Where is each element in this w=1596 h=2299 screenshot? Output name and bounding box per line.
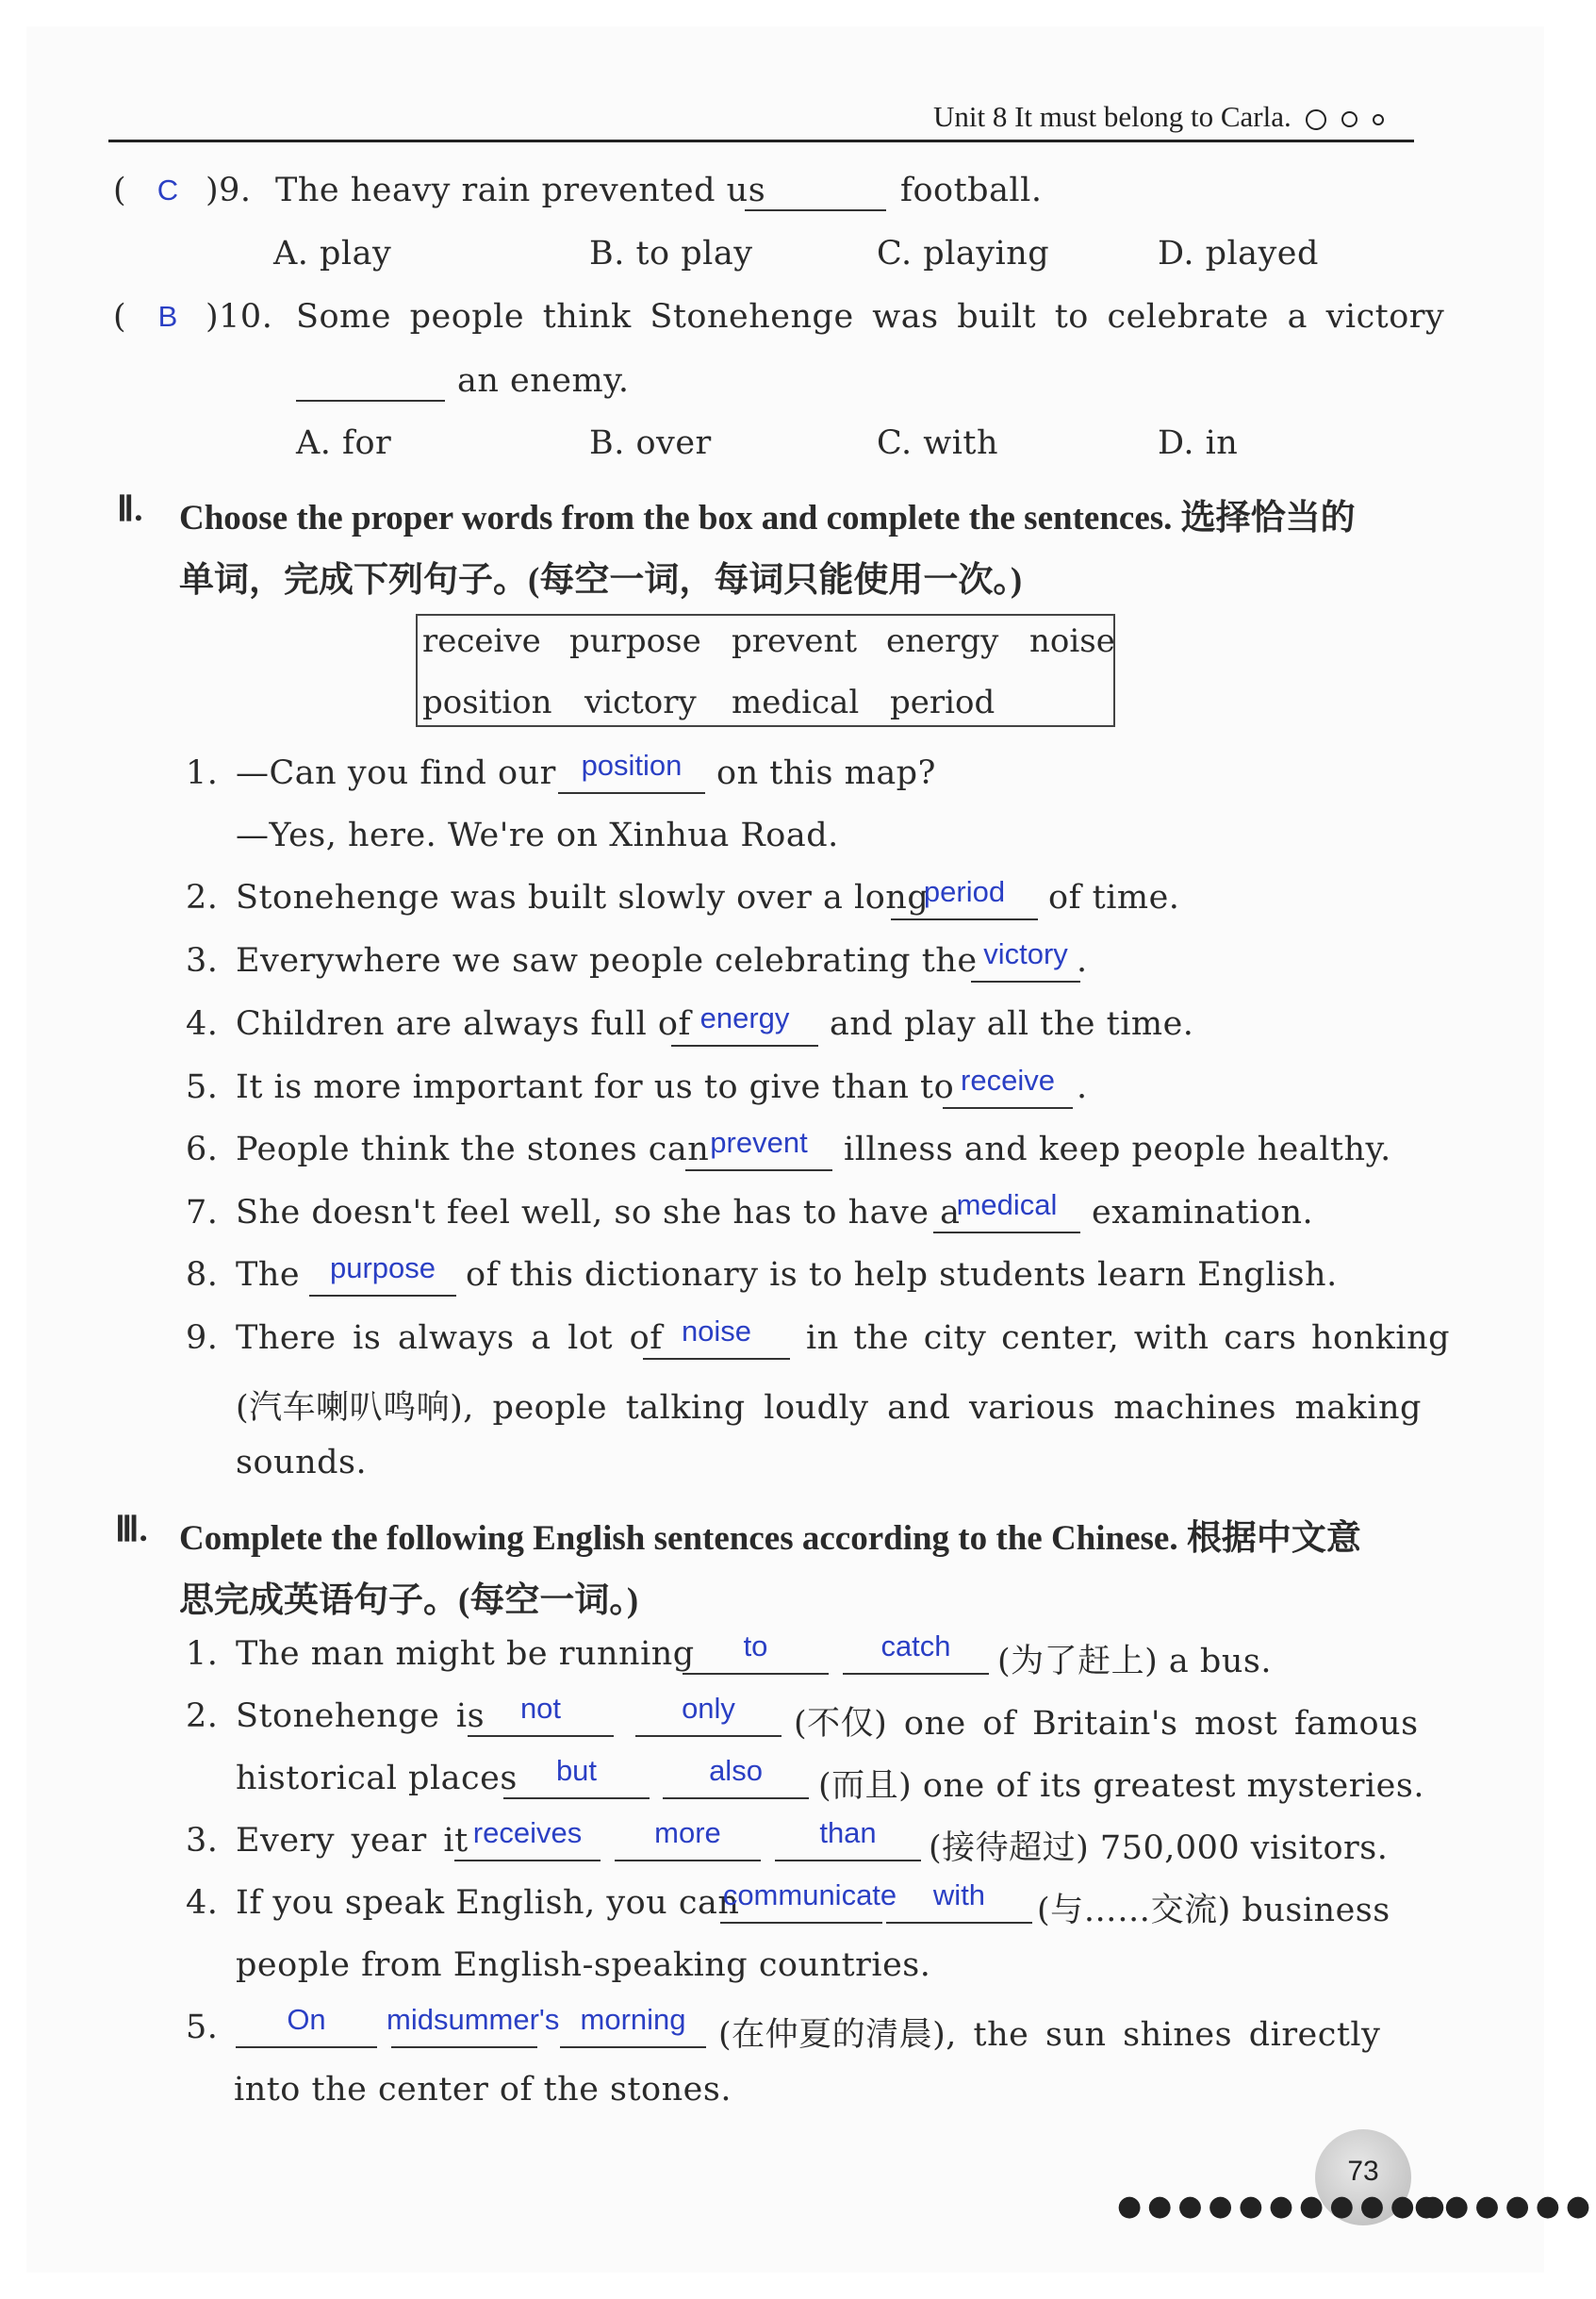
section-title-line2: 单词，完成下列句子。(每空一词，每词只能使用一次。) xyxy=(179,561,1023,600)
item-text: of time. xyxy=(1048,879,1180,917)
answer-text: with xyxy=(932,1878,986,1911)
answer-blank xyxy=(775,1860,921,1861)
item-number: 2. xyxy=(186,1697,219,1735)
answer-blank xyxy=(745,209,886,211)
item-number: 7. xyxy=(186,1194,219,1232)
item-number: 5. xyxy=(186,2009,219,2046)
item-text: (汽车喇叭鸣响), people talking loudly and various machines making xyxy=(236,1389,1422,1427)
answer-text: victory xyxy=(983,937,1068,970)
item-text: She doesn't feel well, so she has to have a xyxy=(236,1194,961,1232)
answer-text: than xyxy=(819,1816,877,1849)
item-number: 2. xyxy=(186,879,219,917)
item-number: 1. xyxy=(186,1635,219,1673)
answer-blank xyxy=(886,1922,1032,1924)
section-numeral: Ⅱ. xyxy=(117,490,143,529)
item-number: 5. xyxy=(186,1068,219,1106)
section-title: Complete the following English sentences according to the Chinese. 根据中文意 xyxy=(179,1519,1361,1558)
answer-blank xyxy=(971,981,1080,983)
header-title: Unit 8 It must belong to Carla. xyxy=(933,100,1292,133)
answer-blank xyxy=(503,1797,650,1799)
answer-blank xyxy=(468,1735,614,1737)
mc-option: D. in xyxy=(1158,424,1239,462)
item-text: . xyxy=(1077,1068,1088,1106)
mc-stem: The heavy rain prevented us xyxy=(275,172,766,209)
answer-blank xyxy=(615,1860,761,1861)
answer-text: purpose xyxy=(329,1251,436,1284)
header-rule xyxy=(108,140,1414,142)
mc-stem: Some people think Stonehenge was built to celebrate a victory xyxy=(296,298,1445,336)
item-text: It is more important for us to give than to xyxy=(236,1068,955,1106)
answer-blank xyxy=(933,1232,1080,1233)
word-box-item: medical xyxy=(732,684,860,721)
item-text: on this map? xyxy=(716,754,936,792)
answer-blank xyxy=(683,1673,829,1675)
answer-text: prevent xyxy=(710,1126,808,1159)
item-number: 8. xyxy=(186,1256,219,1294)
item-text: Every year it xyxy=(236,1822,469,1860)
answer-blank xyxy=(843,1673,989,1675)
item-text: The man might be running xyxy=(236,1635,695,1673)
answer-text: medical xyxy=(956,1188,1058,1221)
mc-option: A. play xyxy=(273,235,392,273)
item-text: There is always a lot of xyxy=(236,1319,663,1357)
answer-text: morning xyxy=(580,2003,686,2036)
answer-blank xyxy=(891,918,1038,920)
answer-text: noise xyxy=(681,1315,752,1348)
answer-text: but xyxy=(555,1754,598,1787)
item-text: historical places xyxy=(236,1760,518,1797)
mc-option: D. played xyxy=(1158,235,1319,273)
answer-blank xyxy=(643,1358,790,1360)
item-text: illness and keep people healthy. xyxy=(844,1131,1391,1168)
answer-text: receive xyxy=(961,1064,1055,1097)
mc-answer: B xyxy=(157,300,178,333)
answer-blank xyxy=(309,1295,456,1297)
answer-blank xyxy=(720,1922,882,1924)
answer-blank xyxy=(671,1045,818,1047)
mc-number: )10. xyxy=(206,298,273,336)
word-box-item: purpose xyxy=(569,622,701,660)
answer-text: catch xyxy=(880,1629,951,1662)
item-text: (与……交流) business xyxy=(1037,1892,1390,1929)
item-number: 4. xyxy=(186,1005,219,1043)
item-text: Stonehenge was built slowly over a long xyxy=(236,879,930,917)
answer-blank xyxy=(558,792,705,794)
section-numeral: Ⅲ. xyxy=(115,1511,148,1549)
mc-answer: C xyxy=(156,174,179,207)
item-number: 6. xyxy=(186,1131,219,1168)
item-text: sounds. xyxy=(236,1444,368,1481)
answer-blank xyxy=(296,400,445,402)
item-text: If you speak English, you can xyxy=(236,1884,740,1922)
item-text: —Can you find our xyxy=(236,754,556,792)
word-box-item: prevent xyxy=(732,622,858,660)
answer-text: position xyxy=(581,749,683,782)
circle-icon xyxy=(1341,111,1357,127)
item-text: (而且) one of its greatest mysteries. xyxy=(818,1767,1424,1805)
item-text: People think the stones can xyxy=(236,1131,710,1168)
word-box-item: energy xyxy=(886,622,999,660)
section-title: Choose the proper words from the box and complete the sentences. 选择恰当的 xyxy=(179,499,1356,538)
item-number: 1. xyxy=(186,754,219,792)
circle-icon xyxy=(1373,114,1384,125)
mc-option: B. to play xyxy=(589,235,753,273)
word-box-item: receive xyxy=(422,622,541,660)
answer-text: also xyxy=(709,1754,763,1787)
answer-blank xyxy=(663,1797,809,1799)
section-title-line2: 思完成英语句子。(每空一词。) xyxy=(179,1581,639,1620)
item-text: (不仅) one of Britain's most famous xyxy=(794,1705,1419,1743)
item-text: Children are always full of xyxy=(236,1005,691,1043)
item-text: —Yes, here. We're on Xinhua Road. xyxy=(236,817,839,854)
item-text: into the center of the stones. xyxy=(234,2071,732,2109)
item-text: and play all the time. xyxy=(830,1005,1194,1043)
item-text: Stonehenge is xyxy=(236,1697,485,1735)
answer-blank xyxy=(685,1169,832,1171)
item-number: 3. xyxy=(186,942,219,980)
answer-text: not xyxy=(519,1692,562,1725)
item-text: people from English-speaking countries. xyxy=(236,1946,931,1984)
word-box-item: victory xyxy=(584,684,697,721)
answer-blank xyxy=(560,2046,706,2048)
answer-text: On xyxy=(287,2003,326,2036)
answer-text: energy xyxy=(699,1001,790,1034)
mc-open-paren: ( xyxy=(113,298,127,336)
answer-blank xyxy=(236,2046,377,2048)
item-text: (为了赶上) a bus. xyxy=(997,1643,1272,1680)
footer-dots-right: ●●●●●● xyxy=(1414,2190,1596,2223)
item-text: examination. xyxy=(1092,1194,1314,1232)
mc-option: C. with xyxy=(877,424,999,462)
answer-blank xyxy=(391,2046,537,2048)
item-number: 4. xyxy=(186,1884,219,1922)
answer-text: more xyxy=(654,1816,721,1849)
answer-text: receives xyxy=(472,1816,583,1849)
item-number: 3. xyxy=(186,1822,219,1860)
circle-icon xyxy=(1306,109,1326,130)
answer-text: to xyxy=(743,1629,768,1662)
footer-dots-left: ●●●●●●●●●●● xyxy=(1117,2190,1451,2223)
mc-option: B. over xyxy=(589,424,712,462)
mc-after: football. xyxy=(900,172,1043,209)
answer-text: communicate xyxy=(722,1878,897,1911)
item-text: of this dictionary is to help students learn English. xyxy=(466,1256,1338,1294)
answer-blank xyxy=(635,1735,782,1737)
running-header xyxy=(933,100,1384,134)
mc-option: C. playing xyxy=(877,235,1050,273)
mc-open-paren: ( xyxy=(113,172,127,209)
item-text: (在仲夏的清晨), the sun shines directly xyxy=(718,2016,1381,2054)
word-box-item: position xyxy=(422,684,552,721)
mc-after: an enemy. xyxy=(457,362,630,400)
answer-blank xyxy=(454,1860,601,1861)
mc-option: A. for xyxy=(296,424,392,462)
item-text: (接待超过) 750,000 visitors. xyxy=(929,1829,1389,1867)
item-text: Everywhere we saw people celebrating the xyxy=(236,942,978,980)
item-text: in the city center, with cars honking xyxy=(806,1319,1451,1357)
answer-text: midsummer's xyxy=(387,2003,560,2036)
answer-text: period xyxy=(923,875,1006,908)
word-box-item: period xyxy=(890,684,995,721)
mc-number: )9. xyxy=(206,172,252,209)
item-text: The xyxy=(236,1256,301,1294)
word-box-item: noise xyxy=(1029,622,1115,660)
item-number: 9. xyxy=(186,1319,219,1357)
answer-blank xyxy=(943,1107,1073,1109)
item-text: . xyxy=(1077,942,1088,980)
page-number: 73 xyxy=(1347,2156,1379,2187)
answer-text: only xyxy=(682,1692,735,1725)
